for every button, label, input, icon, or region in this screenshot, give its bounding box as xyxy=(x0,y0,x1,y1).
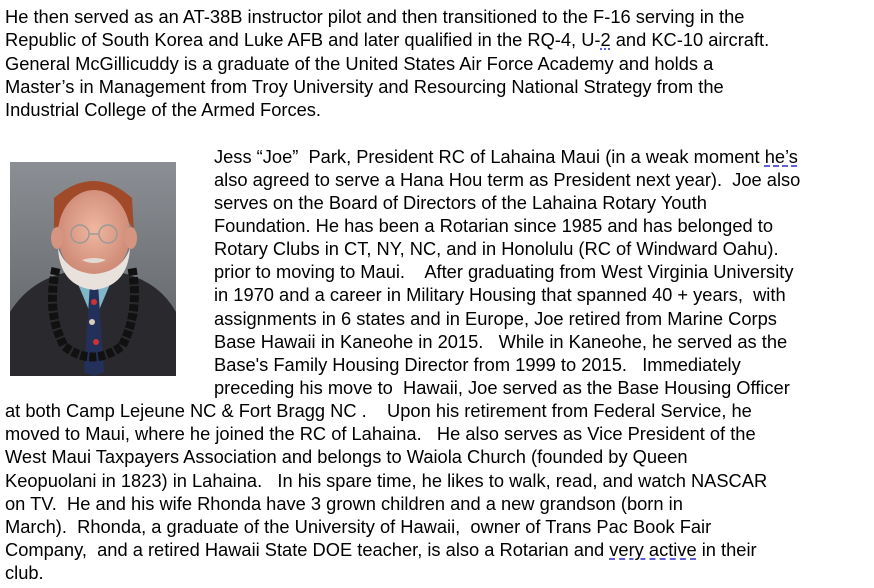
text-line: General McGillicuddy is a graduate of the United States Air Force Academy and holds a xyxy=(5,53,714,74)
text-line: Company, and a retired Hawaii State DOE teacher, is also a Rotarian and very active in their xyxy=(5,539,757,560)
text-line: Base's Family Housing Director from 1999 to 2015. Immediately xyxy=(214,354,741,375)
text-line: on TV. He and his wife Rhonda have 3 grown children and a new grandson (born in xyxy=(5,493,683,514)
text-line: prior to moving to Maui. After graduating from West Virginia University xyxy=(214,261,794,282)
text-line: Base Hawaii in Kaneohe in 2015. While in Kaneohe, he served as the xyxy=(214,331,788,352)
text-line: Rotary Clubs in CT, NY, NC, and in Honolulu (RC of Windward Oahu). xyxy=(214,238,779,259)
text-line: also agreed to serve a Hana Hou term as President next year). Joe also xyxy=(214,169,801,190)
text-line: preceding his move to Hawaii, Joe served as the Base Housing Officer xyxy=(214,377,790,398)
text-line: moved to Maui, where he joined the RC of Lahaina. He also serves as Vice President of the xyxy=(5,423,756,444)
text-line: in 1970 and a career in Military Housing that spanned 40 + years, with xyxy=(214,284,786,305)
portrait-photo-joe-park xyxy=(10,162,176,376)
text-line: at both Camp Lejeune NC & Fort Bragg NC . Upon his retirement from Federal Service, he xyxy=(5,400,752,421)
text-line: assignments in 6 states and in Europe, Joe retired from Marine Corps xyxy=(214,308,777,329)
text-line: Master’s in Management from Troy University and Resourcing National Strategy from the xyxy=(5,76,724,97)
text-line: March). Rhonda, a graduate of the University of Hawaii, owner of Trans Pac Book Fair xyxy=(5,516,712,537)
text-line: West Maui Taxpayers Association and belongs to Waiola Church (founded by Queen xyxy=(5,446,688,467)
text-line: He then served as an AT-38B instructor pilot and then transitioned to the F-16 serving in the xyxy=(5,6,745,27)
grammar-underline: he’s xyxy=(764,146,798,167)
text-line: Republic of South Korea and Luke AFB and later qualified in the RQ-4, U-2 and KC-10 aircraft. xyxy=(5,29,770,50)
text-line: club. xyxy=(5,562,44,583)
text-line: Jess “Joe” Park, President RC of Lahaina Maui (in a weak moment he’s xyxy=(214,146,798,167)
text-line: Industrial College of the Armed Forces. xyxy=(5,99,322,120)
grammar-underline: 2 xyxy=(600,29,611,50)
text-line: Foundation. He has been a Rotarian since 1985 and has belonged to xyxy=(214,215,774,236)
grammar-underline: very active xyxy=(609,539,697,560)
text-line: Keopuolani in 1823) in Lahaina. In his spare time, he likes to walk, read, and watch NASCAR xyxy=(5,470,768,491)
text-line: serves on the Board of Directors of the Lahaina Rotary Youth xyxy=(214,192,707,213)
